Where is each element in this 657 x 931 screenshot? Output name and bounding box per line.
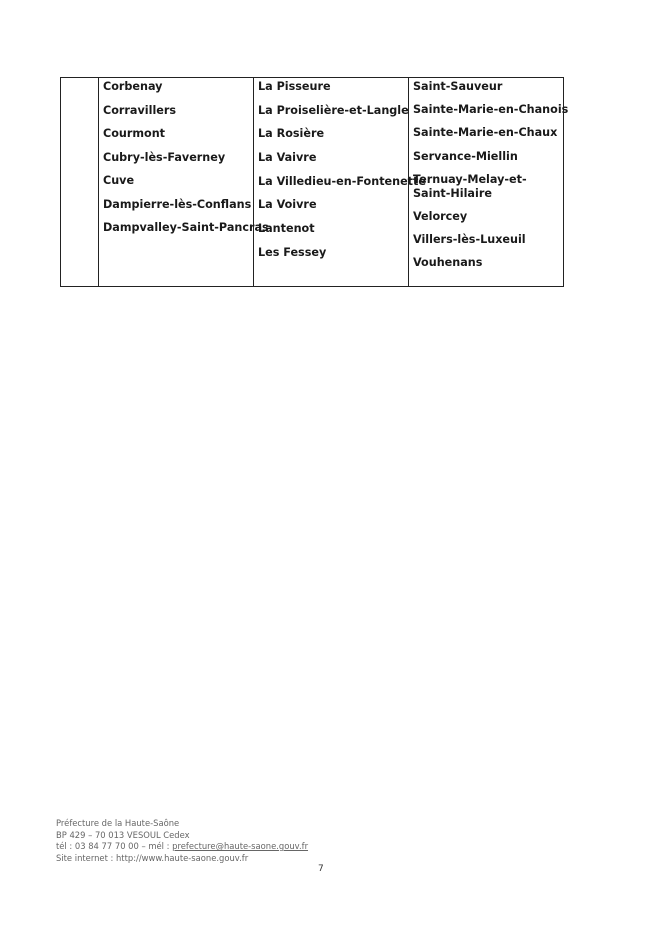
footer-contact: [56, 818, 308, 864]
footer-website: Site internet : http://www.haute-saone.gouv.fr: [56, 852, 249, 863]
communes-column-3: [409, 78, 569, 287]
commune-name: La Vaivre: [258, 151, 317, 165]
footer-address: BP 429 – 70 013 VESOUL Cedex: [56, 829, 190, 840]
commune-name: Velorcey: [413, 209, 468, 223]
commune-name: La Rosière: [258, 127, 325, 141]
page-number: 7: [318, 864, 324, 874]
commune-name: La Villedieu-en-Fontenette: [258, 174, 426, 188]
commune-name: Sainte-Marie-en-Chanois: [413, 103, 569, 117]
commune-name: Cuve: [103, 174, 135, 187]
commune-name: Sainte-Marie-en-Chaux: [413, 126, 558, 140]
communes-column-1: [99, 78, 269, 287]
commune-name: Dampierre-lès-Conflans: [103, 197, 252, 211]
commune-name: Corbenay: [103, 80, 163, 93]
commune-name: Vouhenans: [413, 256, 483, 270]
commune-name: La Voivre: [258, 198, 317, 212]
commune-name: Corravillers: [103, 103, 177, 117]
commune-name: La Pisseure: [258, 80, 331, 93]
commune-name: Courmont: [103, 127, 166, 140]
commune-name: Saint-Sauveur: [413, 80, 503, 93]
commune-name: Les Fessey: [258, 245, 327, 259]
footer-contact-line: [56, 841, 308, 853]
commune-name: Servance-Miellin: [413, 149, 518, 163]
communes-table: [60, 77, 569, 287]
footer-organization: Préfecture de la Haute-Saône: [56, 818, 180, 828]
commune-name: Ternuay-Melay-et-Saint-Hilaire: [413, 172, 527, 200]
footer-email-link[interactable]: prefecture@haute-saone.gouv.fr: [172, 841, 309, 851]
footer-phone: tél : 03 84 77 70 00 – mél :: [56, 841, 173, 851]
commune-name: Villers-lès-Luxeuil: [413, 233, 526, 247]
commune-name: Cubry-lès-Faverney: [103, 150, 226, 164]
commune-name: Lantenot: [258, 222, 315, 236]
communes-column-2: [254, 78, 426, 287]
empty-cell: [61, 78, 99, 287]
table-row: [61, 78, 564, 287]
commune-name: Dampvalley-Saint-Pancras: [103, 221, 269, 234]
commune-name: La Proiselière-et-Langle: [258, 103, 409, 117]
